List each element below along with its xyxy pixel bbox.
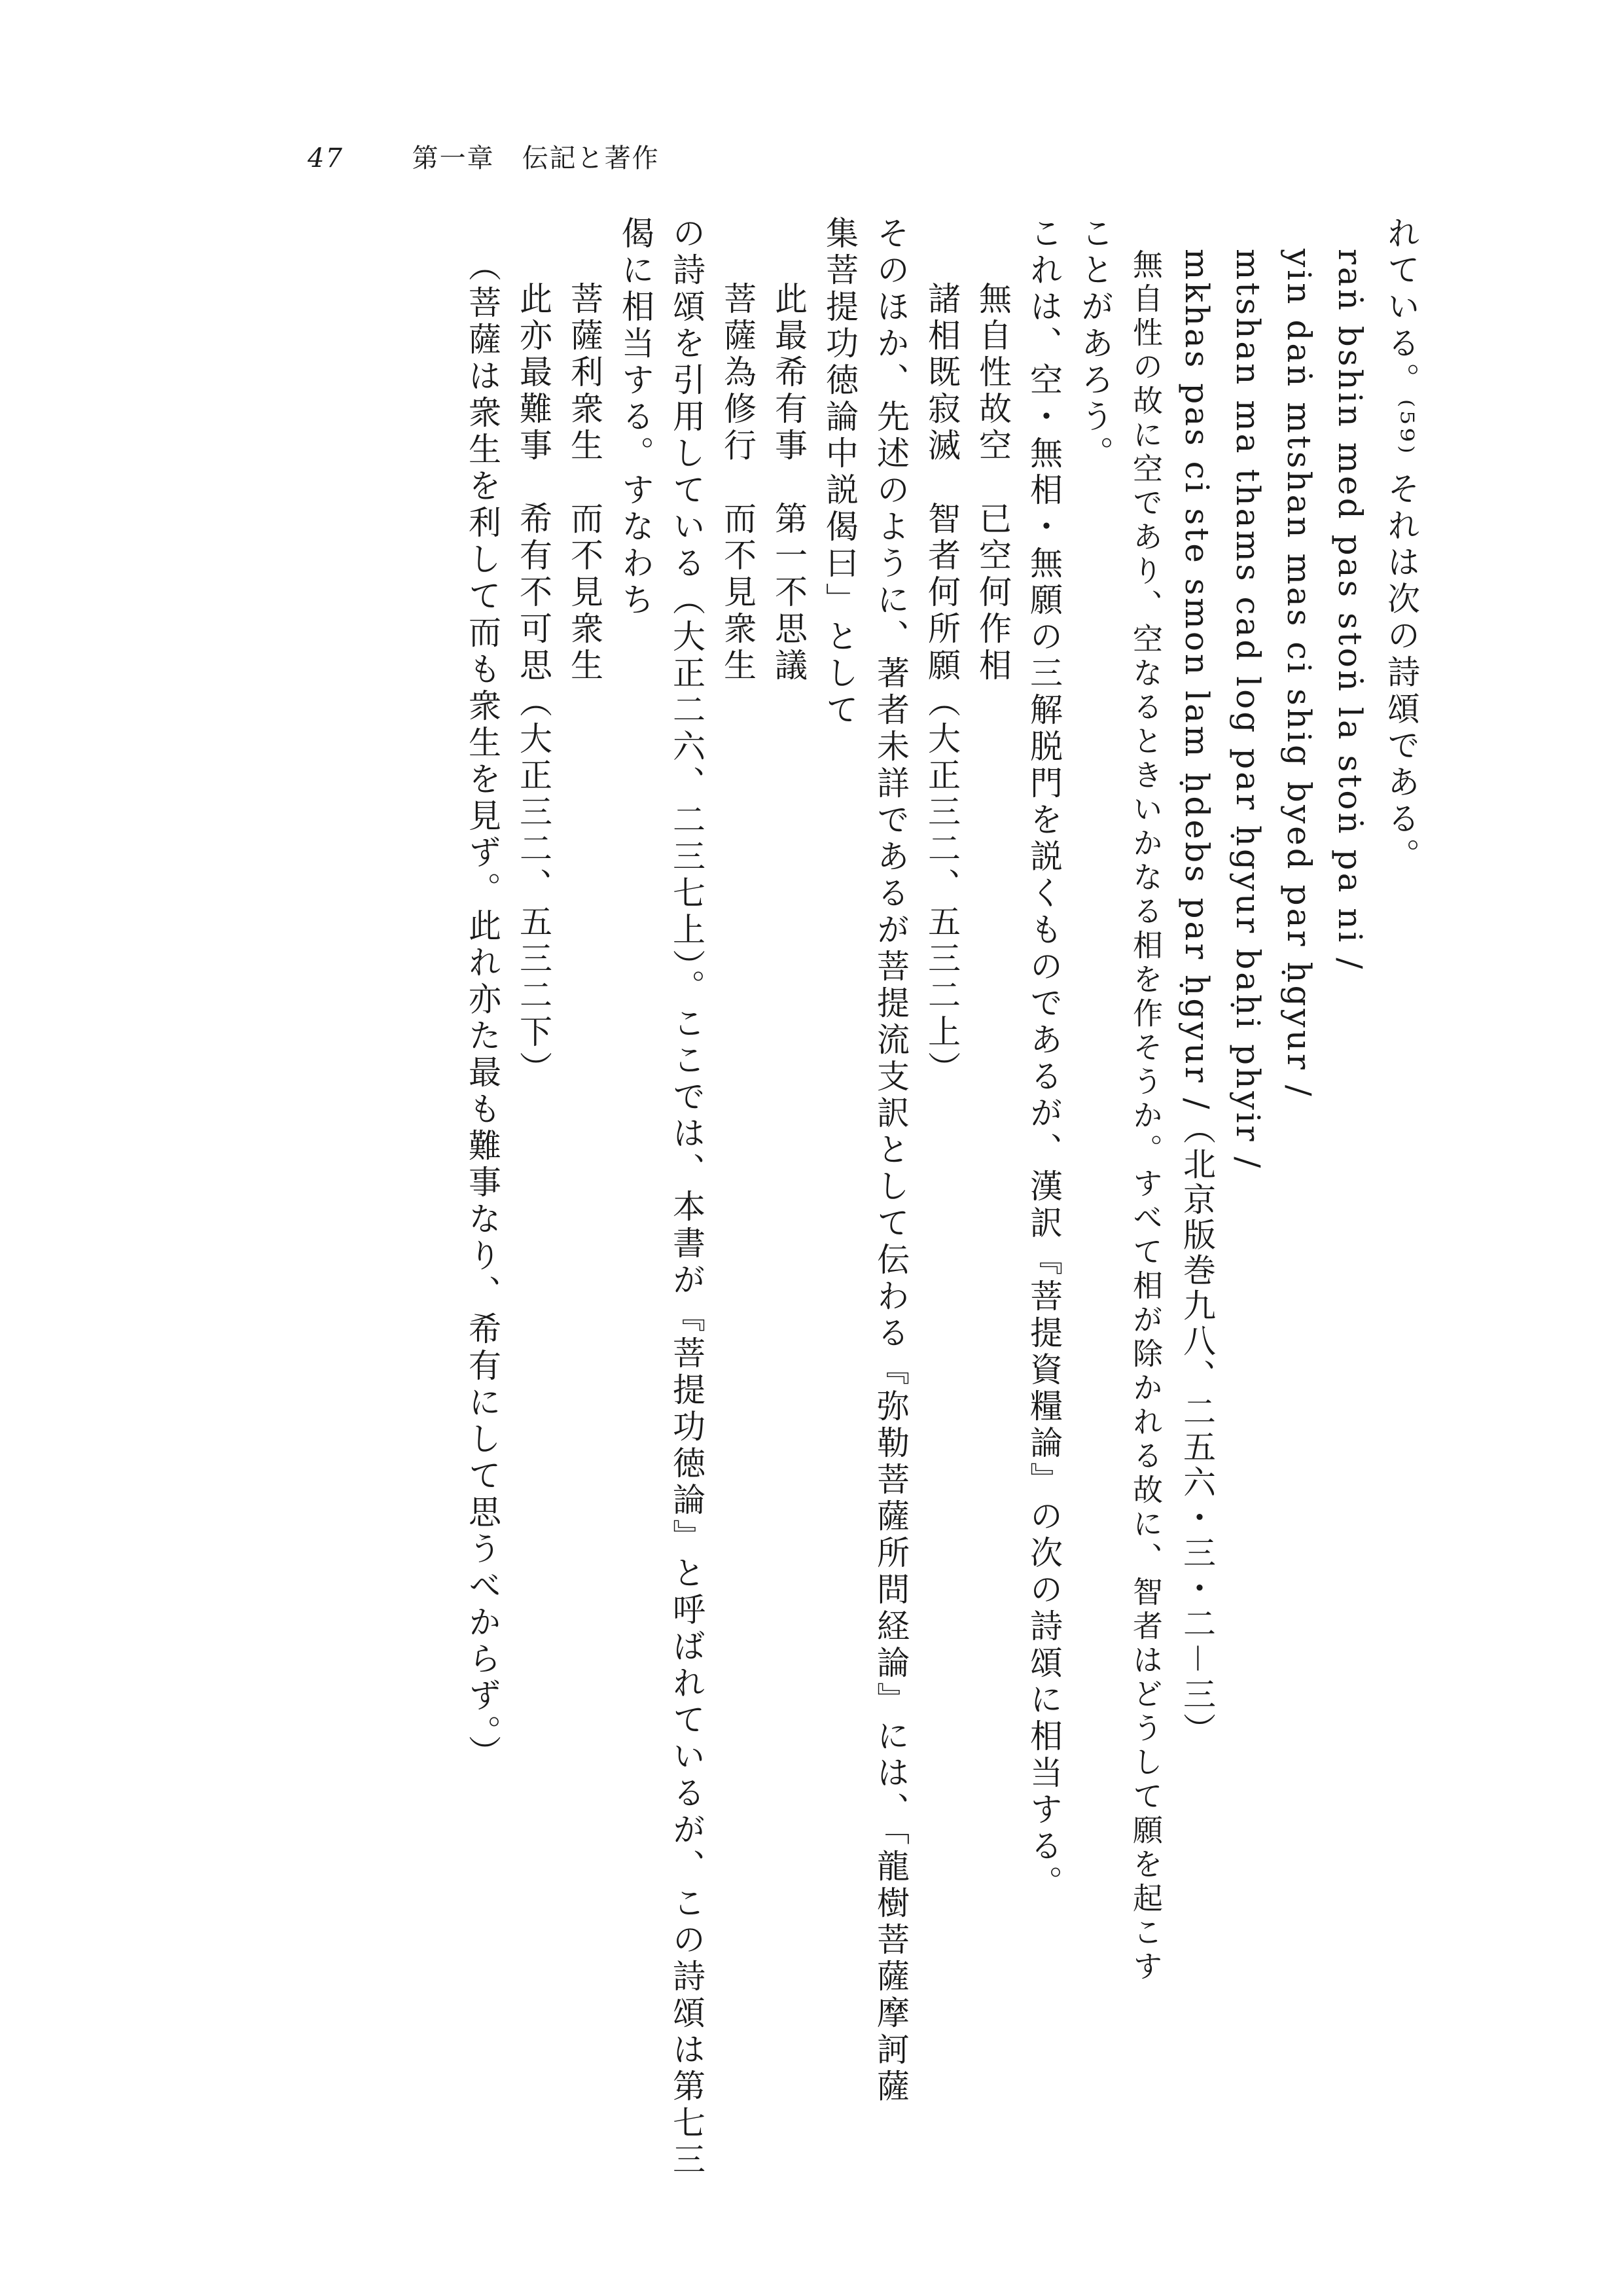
verse-line: 菩薩為修行 而不見衆生: [719, 281, 757, 685]
verse-line: 菩薩利衆生 而不見衆生: [565, 281, 603, 685]
translation-line: （菩薩は衆生を利して而も衆生を見ず。此れ亦た最も難事なり、希有にして思うべからず。）: [463, 249, 501, 1772]
verse-line: 諸相既寂滅 智者何所願（大正三二、五三二上）: [923, 281, 961, 1088]
text-line: 集菩提功徳論中説偈曰」として: [821, 216, 859, 729]
chapter-title: 第一章 伝記と著作: [412, 143, 660, 173]
verse-line: 此亦最難事 希有不可思（大正三二、五三二下）: [514, 281, 552, 1088]
text-line: これは、空・無相・無願の三解脱門を説くものであるが、漢訳『菩提資糧論』の次の詩頌に相当する。: [1025, 216, 1063, 1902]
text-line: ことがあろう。: [1076, 216, 1114, 473]
page-number: 47: [308, 143, 344, 173]
tibetan-verse-line: raṅ bshin med pas stoṅ la stoṅ pa ni /: [1331, 249, 1369, 972]
text-line: そのほか、先述のように、著者未詳であるが菩提流支訳として伝わる『弥勒菩薩所問経論』には、「龍樹菩薩摩訶薩: [872, 216, 910, 2106]
tibetan-verse-line: yin daṅ mtshan mas ci shig byed par ḥgyur /: [1280, 249, 1318, 1099]
text-line: れている。⁽⁵⁹⁾ それは次の詩頌である。: [1382, 216, 1420, 875]
translation-line: 無自性の故に空であり、空なるときいかなる相を作そうか。すべて相が除かれる故に、智者はどうして願を起こす: [1128, 249, 1164, 1984]
tibetan-verse-line: mtshan ma thams cad log par ḥgyur baḥi phyir /: [1229, 249, 1267, 1171]
text-line: 偈に相当する。すなわち: [616, 216, 654, 619]
tibetan-verse-line: mkhas pas ci ste smon lam ḥdebs par ḥgyur /（北京版巻九八、二五六・三・二－三）: [1178, 249, 1216, 1748]
verse-line: 此最希有事 第一不思議: [770, 281, 808, 685]
body-text: [457, 216, 1427, 2179]
page-header: [308, 137, 660, 175]
verse-line: 無自性故空 已空何作相: [974, 281, 1012, 685]
text-line: の詩頌を引用している（大正二六、二三七上）。ここでは、本書が『菩提功徳論』と呼ばれているが、この詩頌は第七三: [668, 216, 705, 2179]
